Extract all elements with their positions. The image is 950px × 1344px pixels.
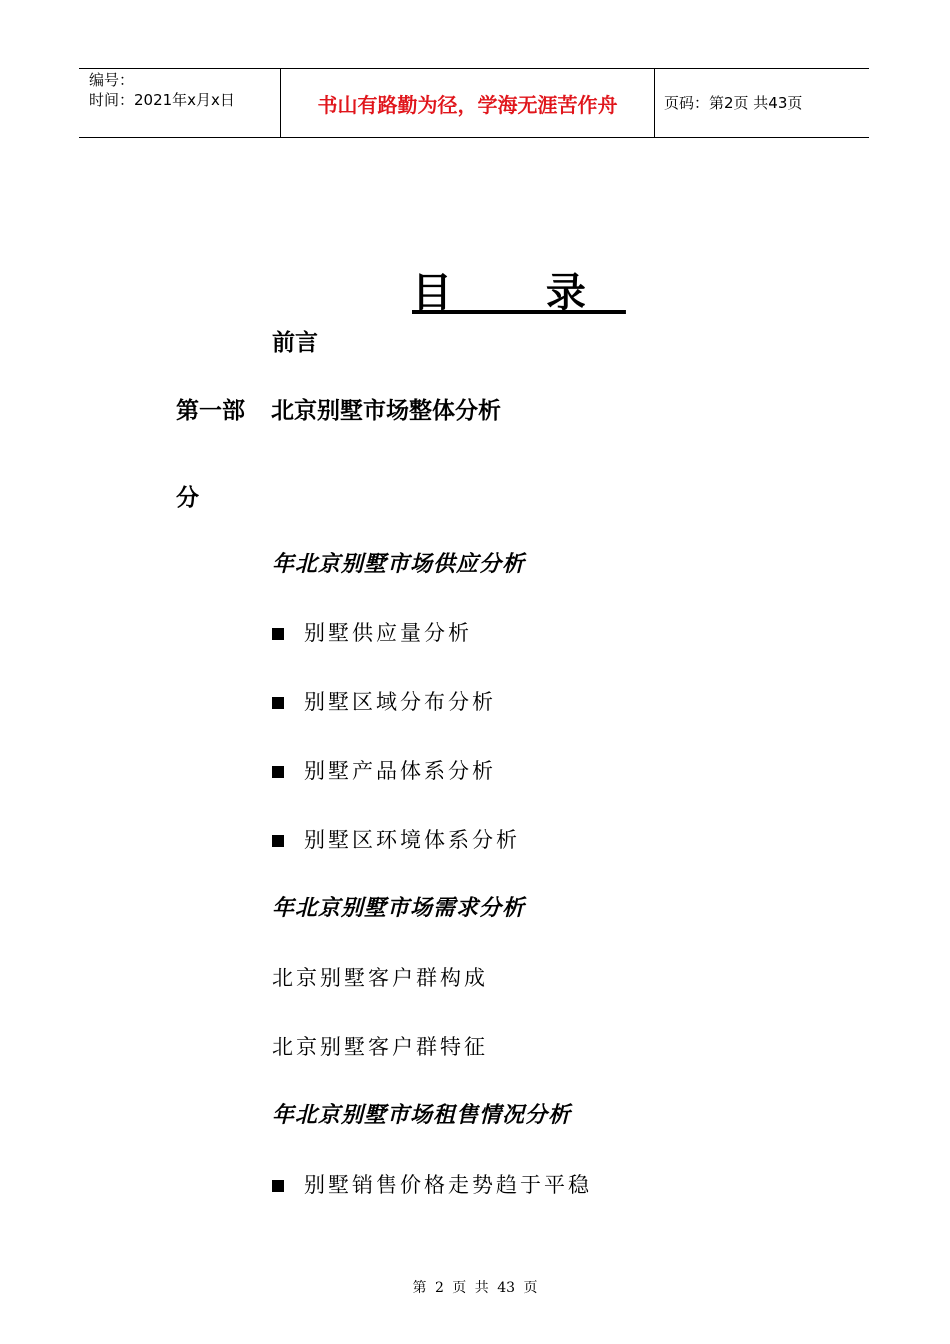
toc-item <box>272 825 520 857</box>
square-bullet-icon <box>272 766 284 778</box>
toc-section-supply: 年北京别墅市场供应分析 <box>272 552 526 577</box>
toc-item-text: 别墅供应量分析 <box>304 621 472 645</box>
time-label: 时间：2021年x月x日 <box>89 91 235 109</box>
toc-item <box>272 756 496 788</box>
toc-item <box>272 687 496 719</box>
square-bullet-icon <box>272 697 284 709</box>
toc-item-text: 别墅销售价格走势趋于平稳 <box>304 1173 592 1197</box>
toc-item <box>272 1170 592 1202</box>
header-left-cell <box>79 69 281 137</box>
toc-part1-label: 第一部 <box>176 398 245 424</box>
page-header <box>79 68 869 138</box>
toc-item-text: 别墅产品体系分析 <box>304 759 496 783</box>
header-middle-cell <box>281 69 655 137</box>
page-footer: 第 2 页 共 43 页 <box>412 1280 538 1296</box>
header-motto: 书山有路勤为径，学海无涯苦作舟 <box>317 93 618 117</box>
toc-item-text: 北京别墅客户群构成 <box>272 966 488 990</box>
toc-item-text: 别墅区环境体系分析 <box>304 828 520 852</box>
square-bullet-icon <box>272 628 284 640</box>
header-right-cell <box>655 69 869 137</box>
toc-preface: 前言 <box>272 330 318 356</box>
toc-part1 <box>176 396 501 426</box>
header-page-info: 页码：第2页 共43页 <box>664 94 803 112</box>
toc-part1-continued: 分 <box>176 485 199 511</box>
toc-section-sales: 年北京别墅市场租售情况分析 <box>272 1103 572 1128</box>
toc-item <box>272 618 472 650</box>
number-label: 编号： <box>89 71 135 89</box>
toc-section-demand: 年北京别墅市场需求分析 <box>272 896 526 921</box>
toc-title: 目 录 <box>412 270 626 316</box>
toc-item-text: 北京别墅客户群特征 <box>272 1035 488 1059</box>
square-bullet-icon <box>272 1180 284 1192</box>
square-bullet-icon <box>272 835 284 847</box>
toc-item-text: 别墅区域分布分析 <box>304 690 496 714</box>
toc-part1-title: 北京别墅市场整体分析 <box>271 398 501 424</box>
